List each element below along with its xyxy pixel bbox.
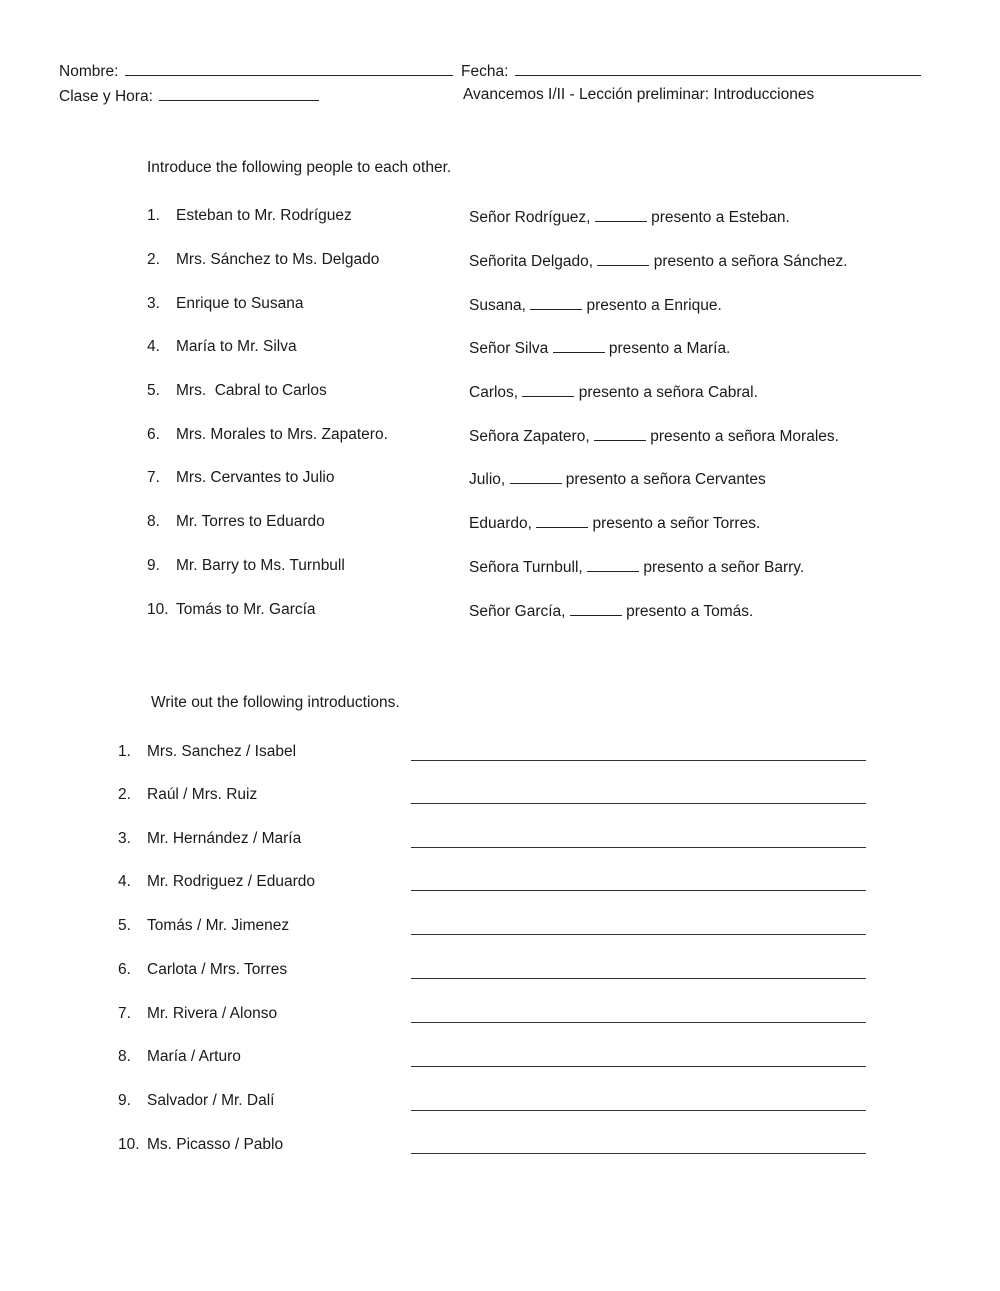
answer-blank[interactable] — [570, 601, 622, 616]
clase-label: Clase y Hora: — [59, 88, 153, 105]
item-prompt: Salvador / Mr. Dalí — [147, 1092, 275, 1109]
item-prompt: Mr. Rivera / Alonso — [147, 1005, 278, 1022]
section1-item — [147, 557, 345, 575]
item-prompt: Enrique to Susana — [176, 295, 304, 312]
sentence-end: presento a María. — [604, 340, 731, 357]
clase-blank[interactable] — [159, 86, 319, 101]
clase-field[interactable] — [59, 86, 319, 106]
course-title: Avancemos I/II - Lección preliminar: Introducciones — [463, 86, 815, 103]
section2-item — [118, 830, 301, 848]
sentence-start: Señora Turnbull, — [469, 559, 588, 576]
answer-line[interactable] — [411, 1110, 866, 1111]
answer-line[interactable] — [411, 890, 866, 891]
item-number: 9. — [118, 1092, 131, 1109]
answer-blank[interactable] — [530, 295, 582, 310]
item-prompt: Mr. Torres to Eduardo — [176, 513, 325, 530]
answer-blank[interactable] — [510, 469, 562, 484]
item-number: 5. — [147, 382, 160, 399]
section1-sentence — [469, 338, 730, 358]
answer-line[interactable] — [411, 803, 866, 804]
item-prompt: Mrs. Sanchez / Isabel — [147, 743, 297, 760]
section1-item — [147, 426, 388, 444]
section1-sentence — [469, 469, 766, 489]
section1-item — [147, 338, 297, 356]
section1-sentence — [469, 601, 753, 621]
item-prompt: Mr. Barry to Ms. Turnbull — [176, 557, 345, 574]
sentence-end: presento a señor Torres. — [588, 515, 761, 532]
fecha-field[interactable] — [461, 61, 921, 81]
item-number: 8. — [147, 513, 160, 530]
answer-line[interactable] — [411, 1153, 866, 1154]
section1-item — [147, 207, 352, 225]
item-number: 6. — [147, 426, 160, 443]
section2-item — [118, 1005, 277, 1023]
item-number: 8. — [118, 1048, 131, 1065]
item-prompt: Ms. Picasso / Pablo — [147, 1136, 284, 1153]
item-number: 2. — [118, 786, 131, 803]
section1-item — [147, 601, 316, 619]
answer-blank[interactable] — [587, 557, 639, 572]
item-number: 3. — [118, 830, 131, 847]
item-prompt: María to Mr. Silva — [176, 338, 297, 355]
section1-sentence — [469, 251, 848, 271]
item-number: 10. — [118, 1136, 140, 1153]
item-prompt: Raúl / Mrs. Ruiz — [147, 786, 258, 803]
item-number: 10. — [147, 601, 169, 618]
item-number: 4. — [118, 873, 131, 890]
sentence-start: Carlos, — [469, 384, 523, 401]
fecha-blank[interactable] — [515, 61, 921, 76]
sentence-start: Señora Zapatero, — [469, 428, 594, 445]
answer-line[interactable] — [411, 934, 866, 935]
item-prompt: Mrs. Sánchez to Ms. Delgado — [176, 251, 380, 268]
nombre-label: Nombre: — [59, 63, 119, 80]
sentence-end: presento a señora Cabral. — [574, 384, 758, 401]
item-number: 4. — [147, 338, 160, 355]
sentence-end: presento a señora Cervantes — [561, 471, 766, 488]
item-number: 1. — [118, 743, 131, 760]
answer-blank[interactable] — [594, 426, 646, 441]
section2-item — [118, 961, 287, 979]
section2-item — [118, 786, 257, 804]
section1-sentence — [469, 382, 758, 402]
item-number: 1. — [147, 207, 160, 224]
sentence-start: Señorita Delgado, — [469, 253, 598, 270]
answer-blank[interactable] — [553, 338, 605, 353]
sentence-end: presento a Enrique. — [582, 297, 722, 314]
section2-item — [118, 1136, 283, 1154]
section1-sentence — [469, 295, 722, 315]
section1-item — [147, 251, 379, 269]
section1-sentence — [469, 426, 839, 446]
sentence-start: Señor Rodríguez, — [469, 209, 595, 226]
item-prompt: María / Arturo — [147, 1048, 241, 1065]
nombre-field[interactable] — [59, 61, 453, 81]
sentence-end: presento a señor Barry. — [639, 559, 805, 576]
section2-item — [118, 873, 315, 891]
sentence-end: presento a señora Morales. — [645, 428, 839, 445]
nombre-blank[interactable] — [125, 61, 453, 76]
section2-item — [118, 1048, 241, 1066]
answer-blank[interactable] — [522, 382, 574, 397]
item-number: 9. — [147, 557, 160, 574]
answer-line[interactable] — [411, 978, 866, 979]
sentence-start: Señor Silva — [469, 340, 553, 357]
item-prompt: Esteban to Mr. Rodríguez — [176, 207, 352, 224]
item-prompt: Carlota / Mrs. Torres — [147, 961, 288, 978]
section1-sentence — [469, 513, 760, 533]
section2-item — [118, 1092, 275, 1110]
item-prompt: Tomás to Mr. García — [176, 601, 316, 618]
item-prompt: Mr. Hernández / María — [147, 830, 302, 847]
section1-sentence — [469, 207, 790, 227]
section1-item — [147, 469, 335, 487]
answer-line[interactable] — [411, 1066, 866, 1067]
sentence-end: presento a señora Sánchez. — [649, 253, 848, 270]
answer-blank[interactable] — [536, 513, 588, 528]
section2-instructions: Write out the following introductions. — [151, 694, 400, 711]
section2-item — [118, 743, 296, 761]
item-prompt: Mrs. Cabral to Carlos — [176, 382, 327, 399]
item-number: 2. — [147, 251, 160, 268]
answer-line[interactable] — [411, 1022, 866, 1023]
answer-line[interactable] — [411, 847, 866, 848]
sentence-start: Julio, — [469, 471, 510, 488]
item-number: 3. — [147, 295, 160, 312]
sentence-start: Señor García, — [469, 603, 570, 620]
item-number: 7. — [118, 1005, 131, 1022]
item-number: 5. — [118, 917, 131, 934]
section1-item — [147, 295, 304, 313]
section2-item — [118, 917, 289, 935]
item-number: 6. — [118, 961, 131, 978]
section1-item — [147, 513, 325, 531]
item-prompt: Mr. Rodriguez / Eduardo — [147, 873, 316, 890]
item-prompt: Tomás / Mr. Jimenez — [147, 917, 290, 934]
section1-instructions: Introduce the following people to each other. — [147, 159, 452, 176]
sentence-end: presento a Esteban. — [646, 209, 790, 226]
item-prompt: Mrs. Cervantes to Julio — [176, 469, 335, 486]
sentence-start: Eduardo, — [469, 515, 537, 532]
item-prompt: Mrs. Morales to Mrs. Zapatero. — [176, 426, 388, 443]
answer-blank[interactable] — [595, 207, 647, 222]
section1-item — [147, 382, 327, 400]
sentence-end: presento a Tomás. — [621, 603, 754, 620]
sentence-start: Susana, — [469, 297, 531, 314]
item-number: 7. — [147, 469, 160, 486]
fecha-label: Fecha: — [461, 63, 509, 80]
answer-blank[interactable] — [597, 251, 649, 266]
answer-line[interactable] — [411, 760, 866, 761]
section1-sentence — [469, 557, 804, 577]
